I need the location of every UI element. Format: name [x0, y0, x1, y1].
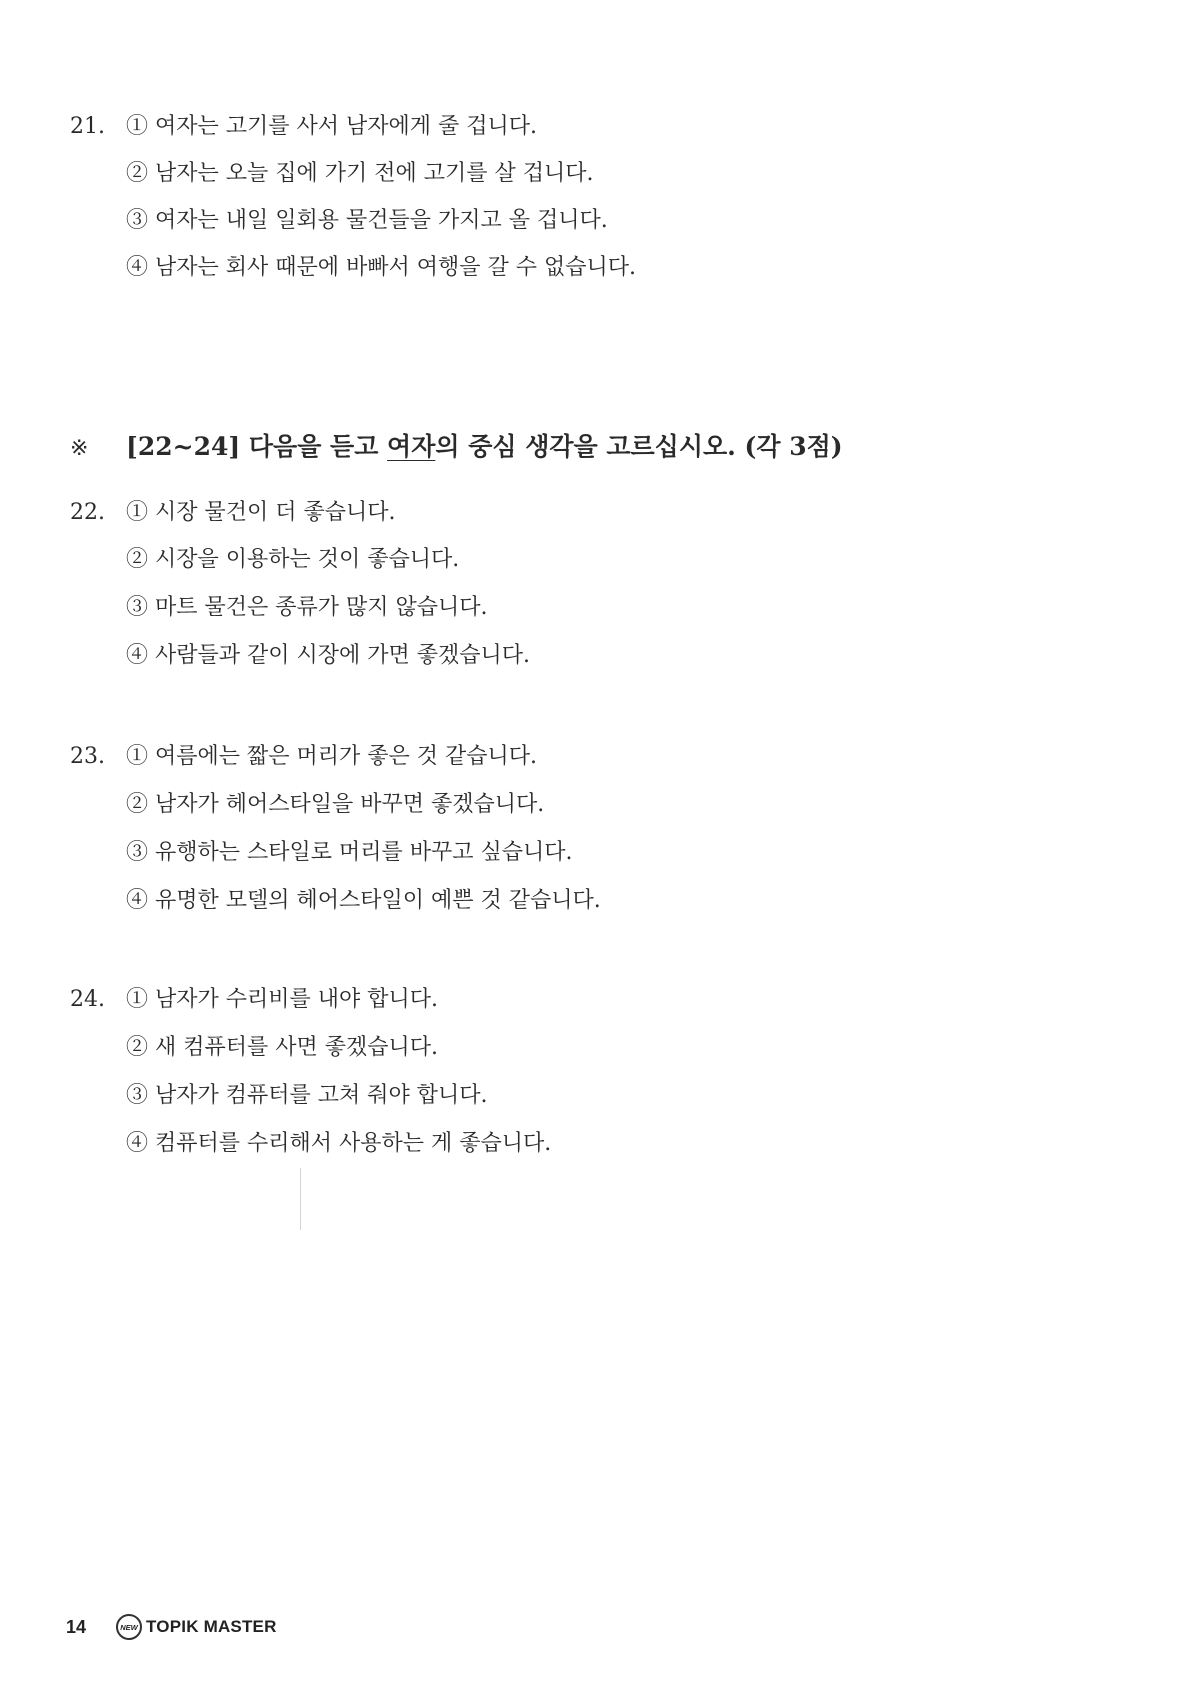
option-1: ① 여름에는 짧은 머리가 좋은 것 같습니다.	[126, 744, 537, 769]
option-3: ③ 유행하는 스타일로 머리를 바꾸고 싶습니다.	[126, 840, 573, 865]
page-number: 14	[66, 1616, 87, 1637]
brand-name: TOPIK MASTER	[146, 1617, 277, 1636]
option-4: ④ 컴퓨터를 수리해서 사용하는 게 좋습니다.	[126, 1131, 552, 1156]
option-4: ④ 남자는 회사 때문에 바빠서 여행을 갈 수 없습니다.	[126, 255, 636, 280]
option-2: ② 남자가 헤어스타일을 바꾸면 좋겠습니다.	[126, 792, 545, 817]
option-2: ② 남자는 오늘 집에 가기 전에 고기를 살 겁니다.	[126, 161, 594, 186]
new-logo-icon	[116, 1614, 142, 1640]
question-number: 23.	[70, 744, 105, 769]
reference-mark: ※	[70, 436, 89, 461]
option-3: ③ 남자가 컴퓨터를 고쳐 줘야 합니다.	[126, 1083, 488, 1108]
question-number: 22.	[70, 500, 105, 525]
option-4: ④ 유명한 모델의 헤어스타일이 예쁜 것 같습니다.	[126, 888, 601, 913]
option-1: ① 여자는 고기를 사서 남자에게 줄 겁니다.	[126, 114, 537, 139]
option-4: ④ 사람들과 같이 시장에 가면 좋겠습니다.	[126, 643, 530, 668]
instruction-text-before: [22~24] 다음을 듣고	[126, 432, 388, 461]
option-1: ① 남자가 수리비를 내야 합니다.	[126, 987, 438, 1012]
instruction-underlined-word: 여자	[387, 432, 436, 461]
new-logo-text: NEW	[120, 1623, 138, 1632]
scan-artifact-line	[300, 1168, 301, 1230]
page-footer	[66, 1612, 277, 1642]
option-3: ③ 여자는 내일 일회용 물건들을 가지고 올 겁니다.	[126, 208, 608, 233]
option-3: ③ 마트 물건은 종류가 많지 않습니다.	[126, 595, 488, 620]
question-number: 21.	[70, 114, 105, 139]
option-2: ② 시장을 이용하는 것이 좋습니다.	[126, 547, 460, 572]
option-1: ① 시장 물건이 더 좋습니다.	[126, 500, 396, 525]
question-number: 24.	[70, 987, 105, 1012]
option-2: ② 새 컴퓨터를 사면 좋겠습니다.	[126, 1035, 438, 1060]
section-instruction	[70, 430, 1120, 466]
instruction-text-after: 의 중심 생각을 고르십시오. (각 3점)	[435, 432, 843, 461]
